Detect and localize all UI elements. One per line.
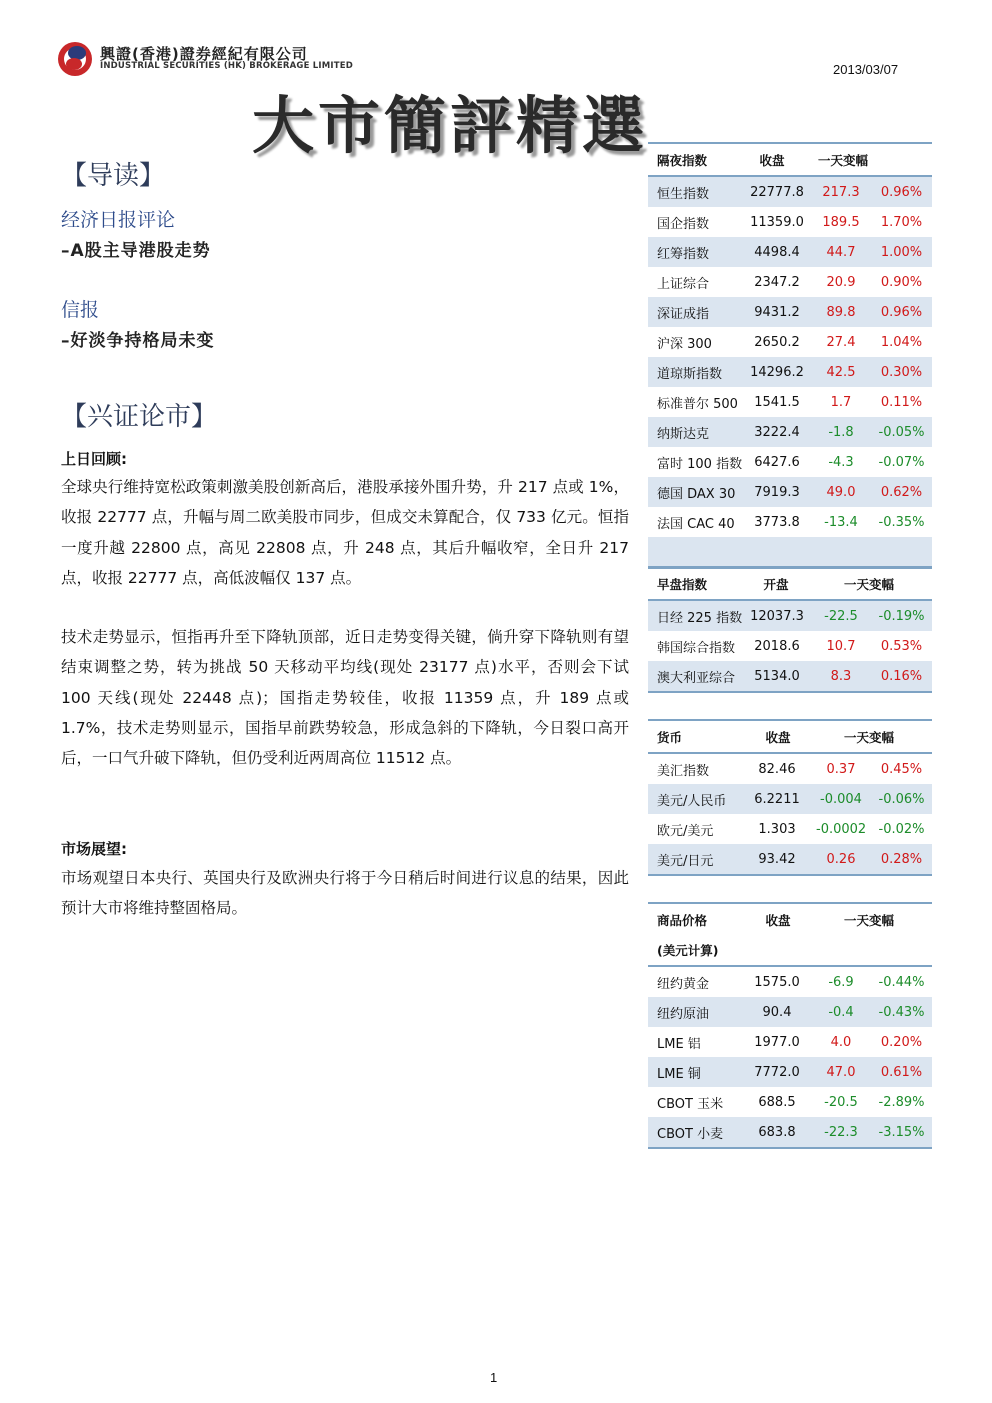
row-name: 沪深 300: [657, 336, 712, 352]
col-open: 开盘: [763, 576, 789, 592]
row-change-pct: 0.16%: [880, 668, 923, 684]
row-change: 89.8: [826, 304, 856, 320]
row-close: 3222.4: [754, 424, 800, 440]
row-name: 红筹指数: [657, 246, 710, 262]
row-change: 0.26: [826, 851, 856, 867]
row-change: 20.9: [826, 274, 856, 290]
row-change-pct: 0.45%: [880, 761, 923, 777]
row-change: 44.7: [826, 244, 856, 260]
guide-desc-1: –A股主导港股走势: [61, 241, 211, 261]
row-name: 富时 100 指数: [657, 456, 743, 472]
col-close: 收盘: [759, 152, 785, 168]
row-name: 美汇指数: [657, 763, 710, 779]
table-row: [648, 177, 932, 207]
page-number: 1: [490, 1370, 498, 1385]
row-close: 1541.5: [754, 394, 800, 410]
row-change-pct: -3.15%: [878, 1124, 925, 1140]
row-name: 纽约原油: [657, 1006, 710, 1022]
table-row: [648, 297, 932, 327]
table-row: [648, 1117, 932, 1149]
col-name: 货币: [657, 729, 683, 745]
row-name: 德国 DAX 30: [657, 486, 736, 502]
overnight-table: [648, 142, 932, 569]
row-change-pct: 0.30%: [880, 364, 923, 380]
row-name: 恒生指数: [657, 186, 710, 202]
row-name: 纳斯达克: [657, 426, 710, 442]
commodities-table: [648, 902, 932, 1149]
row-change: 189.5: [822, 214, 860, 230]
row-change-pct: 0.28%: [880, 851, 923, 867]
row-change-pct: 0.90%: [880, 274, 923, 290]
company-name-en: INDUSTRIAL SECURITIES (HK) BROKERAGE LIMITED: [100, 61, 354, 71]
row-change: 1.7: [830, 394, 852, 410]
row-change: 27.4: [826, 334, 856, 350]
commentary-heading: 【兴证论市】: [61, 402, 218, 432]
row-close: 9431.2: [754, 304, 800, 320]
col-change: 一天变幅: [844, 912, 895, 928]
fx-header: [648, 719, 932, 754]
row-change-pct: 0.96%: [880, 184, 923, 200]
table-row: [648, 267, 932, 297]
row-change-pct: 0.62%: [880, 484, 923, 500]
row-change-pct: -0.19%: [878, 608, 925, 624]
col-name: 早盘指数: [657, 576, 708, 592]
commodities-subheader: (美元计算): [648, 935, 932, 967]
row-change-pct: -0.35%: [878, 514, 925, 530]
table-row: [648, 417, 932, 447]
row-change: 4.0: [830, 1034, 852, 1050]
row-change: 42.5: [826, 364, 856, 380]
row-change: -1.8: [828, 424, 854, 440]
company-name-cn: 興證(香港)證券經紀有限公司: [100, 45, 308, 63]
row-change: -0.4: [828, 1004, 854, 1020]
col-change: 一天变幅: [844, 576, 895, 592]
row-change-pct: -2.89%: [878, 1094, 925, 1110]
row-name: CBOT 小麦: [657, 1126, 724, 1142]
row-change: -13.4: [824, 514, 858, 530]
row-change: 49.0: [826, 484, 856, 500]
row-name: 欧元/美元: [657, 823, 714, 839]
row-change: -22.3: [824, 1124, 858, 1140]
row-close: 4498.4: [754, 244, 800, 260]
row-change-pct: 1.00%: [880, 244, 923, 260]
row-name: LME 铜: [657, 1066, 701, 1082]
table-row: [648, 507, 932, 537]
row-name: CBOT 玉米: [657, 1096, 724, 1112]
row-change: -0.004: [820, 791, 862, 807]
row-name: 日经 225 指数: [657, 610, 743, 626]
row-close: 6.2211: [754, 791, 800, 807]
report-date: 2013/03/07: [833, 62, 899, 77]
row-close: 5134.0: [754, 668, 800, 684]
row-change: 10.7: [826, 638, 856, 654]
row-close: 93.42: [758, 851, 796, 867]
row-change-pct: 1.04%: [880, 334, 923, 350]
row-change-pct: -0.07%: [878, 454, 925, 470]
table-row: [648, 207, 932, 237]
guide-heading: 【导读】: [61, 161, 166, 191]
row-change-pct: -0.44%: [878, 974, 925, 990]
row-close: 2347.2: [754, 274, 800, 290]
row-change-pct: -0.43%: [878, 1004, 925, 1020]
row-name: 纽约黄金: [657, 976, 710, 992]
row-name: 深证成指: [657, 306, 710, 322]
row-close: 90.4: [762, 1004, 792, 1020]
outlook-paragraph: 市场观望日本央行、英国央行及欧洲央行将于今日稍后时间进行议息的结果，因此预计大市将维持整固格局。: [61, 869, 629, 918]
row-change-pct: 1.70%: [880, 214, 923, 230]
row-name: 美元/日元: [657, 853, 714, 869]
row-name: 法国 CAC 40: [657, 516, 735, 532]
table-row: [648, 844, 932, 876]
row-change-pct: -0.06%: [878, 791, 925, 807]
row-change: 0.37: [826, 761, 856, 777]
row-close: 6427.6: [754, 454, 800, 470]
row-close: 1575.0: [754, 974, 800, 990]
row-name: 澳大利亚综合: [657, 670, 736, 686]
col-close: 收盘: [765, 729, 791, 745]
row-change-pct: 0.61%: [880, 1064, 923, 1080]
morning-header: [648, 566, 932, 601]
row-close: 1977.0: [754, 1034, 800, 1050]
table-row: [648, 754, 932, 784]
table-row: [648, 997, 932, 1027]
row-change-pct: 0.53%: [880, 638, 923, 654]
col-change: 一天变幅: [844, 729, 895, 745]
row-close: 82.46: [758, 761, 796, 777]
row-close: 11359.0: [750, 214, 804, 230]
review-paragraph: 全球央行维持宽松政策刺激美股创新高后，港股承接外围升势，升 217 点或 1%，收报 22777 点，升幅与周二欧美股市同步，但成交未算配合，仅 733 亿元。恒指一度升越 22800 点，高见 22808 点，升 248 点，其后升幅收窄，全日升 217 点，收报 22777 点，高低波幅仅 137 点。: [61, 478, 629, 587]
row-close: 14296.2: [750, 364, 804, 380]
row-change: -0.0002: [816, 821, 867, 837]
morning-table: [648, 566, 932, 693]
spacer-row: [648, 537, 932, 569]
row-change: 8.3: [830, 668, 852, 684]
row-change: -22.5: [824, 608, 858, 624]
row-name: 国企指数: [657, 216, 710, 232]
fx-table: [648, 719, 932, 876]
guide-source-2[interactable]: 信报: [61, 299, 100, 321]
col-name: 隔夜指数: [657, 152, 708, 168]
technical-paragraph: 技术走势显示，恒指再升至下降轨顶部，近日走势变得关键，倘升穿下降轨则有望结束调整之势，转为挑战 50 天移动平均线(现处 23177 点)水平，否则会下试 100 天线(现处 22448 点)；国指走势较佳，收报 11359 点，升 189 点或 1.7%，技术走势则显示，国指早前跌势较急，形成急斜的下降轨，今日裂口高开后，一口气升破下降轨，但仍受利近两周高位 11512 点。: [61, 628, 629, 768]
table-row: [648, 1027, 932, 1057]
row-close: 2018.6: [754, 638, 800, 654]
table-row: [648, 661, 932, 693]
table-row: [648, 387, 932, 417]
row-change-pct: -0.02%: [878, 821, 925, 837]
row-close: 1.303: [758, 821, 796, 837]
table-row: [648, 631, 932, 661]
row-name: 道琼斯指数: [657, 366, 723, 382]
row-name: 韩国综合指数: [657, 640, 736, 656]
table-row: [648, 357, 932, 387]
table-row: [648, 1087, 932, 1117]
overnight-header: [648, 142, 932, 177]
row-close: 22777.8: [750, 184, 804, 200]
row-change: -6.9: [828, 974, 854, 990]
row-name: 美元/人民币: [657, 793, 727, 809]
table-row: [648, 1057, 932, 1087]
table-row: [648, 967, 932, 997]
guide-source-1[interactable]: 经济日报评论: [61, 209, 176, 231]
row-change-pct: -0.05%: [878, 424, 925, 440]
table-row: [648, 784, 932, 814]
row-close: 7772.0: [754, 1064, 800, 1080]
row-name: 标准普尔 500: [657, 396, 738, 412]
company-logo-icon: [58, 42, 92, 76]
row-close: 3773.8: [754, 514, 800, 530]
review-label: 上日回顾:: [61, 450, 127, 468]
row-change: 47.0: [826, 1064, 856, 1080]
row-change: 217.3: [822, 184, 860, 200]
row-close: 688.5: [758, 1094, 796, 1110]
col-close: 收盘: [765, 912, 791, 928]
row-close: 7919.3: [754, 484, 800, 500]
row-change: -20.5: [824, 1094, 858, 1110]
col-name: 商品价格: [657, 912, 708, 928]
row-name: LME 铝: [657, 1036, 701, 1052]
commodities-header: [648, 902, 932, 935]
row-close: 2650.2: [754, 334, 800, 350]
guide-desc-2: –好淡争持格局未变: [61, 331, 215, 351]
page-title: 大市簡評精選: [252, 89, 649, 162]
table-row: [648, 814, 932, 844]
row-change: -4.3: [828, 454, 854, 470]
row-close: 12037.3: [750, 608, 804, 624]
table-row: [648, 601, 932, 631]
row-name: 上证综合: [657, 276, 710, 292]
table-row: [648, 327, 932, 357]
outlook-label: 市场展望:: [61, 840, 127, 858]
table-row: [648, 237, 932, 267]
row-change-pct: 0.20%: [880, 1034, 923, 1050]
row-close: 683.8: [758, 1124, 796, 1140]
col-change: 一天变幅: [818, 152, 869, 168]
table-row: [648, 447, 932, 477]
table-row: [648, 477, 932, 507]
row-change-pct: 0.96%: [880, 304, 923, 320]
row-change-pct: 0.11%: [880, 394, 923, 410]
